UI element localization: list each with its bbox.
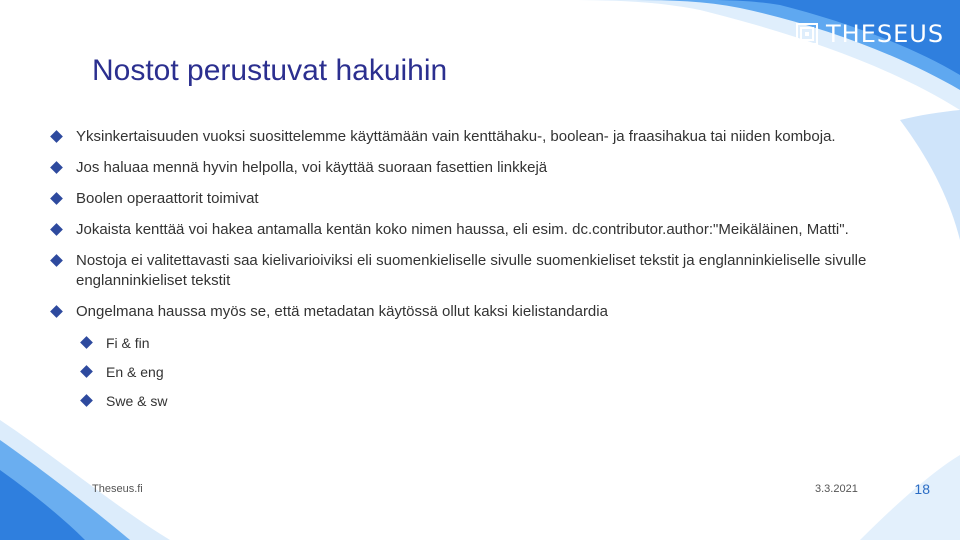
wave-bottom-right [860,455,960,540]
diamond-bullet-icon [50,254,63,267]
footer-date: 3.3.2021 [815,483,858,495]
bullet-item: Jokaista kenttää voi hakea antamalla kentän koko nimen haussa, eli esim. dc.contributor.author:"Meikäläinen, Matti". [50,220,920,240]
sub-bullet-item: Fi & fin [80,333,920,353]
diamond-bullet-icon [80,365,93,378]
diamond-bullet-icon [50,161,63,174]
sub-bullet-item: En & eng [80,362,920,382]
bullet-item: Ongelmana haussa myös se, että metadatan käytössä ollut kaksi kielistandardia [50,302,920,322]
logo-text: THESEUS [826,20,945,48]
footer-site: Theseus.fi [92,483,143,495]
bullet-list [50,127,920,420]
diamond-bullet-icon [50,223,63,236]
diamond-bullet-icon [50,130,63,143]
diamond-bullet-icon [50,305,63,318]
theseus-logo [796,20,944,48]
theseus-logo-icon [796,23,818,45]
bullet-item: Nostoja ei valitettavasti saa kielivarioiviksi eli suomenkieliselle sivulle suomenkieliset tekstit ja englanninkieliselle sivulle englanninkieliset tekstit [50,251,920,291]
sub-bullet-item: Swe & sw [80,391,920,411]
diamond-bullet-icon [50,192,63,205]
diamond-bullet-icon [80,336,93,349]
slide-title: Nostot perustuvat hakuihin [92,54,448,87]
diamond-bullet-icon [80,394,93,407]
page-number: 18 [914,481,930,497]
bullet-item: Boolen operaattorit toimivat [50,189,920,209]
bullet-item: Yksinkertaisuuden vuoksi suosittelemme käyttämään vain kenttähaku-, boolean- ja fraasihakua tai niiden komboja. [50,127,920,147]
bullet-item: Jos haluaa mennä hyvin helpolla, voi käyttää suoraan fasettien linkkejä [50,158,920,178]
